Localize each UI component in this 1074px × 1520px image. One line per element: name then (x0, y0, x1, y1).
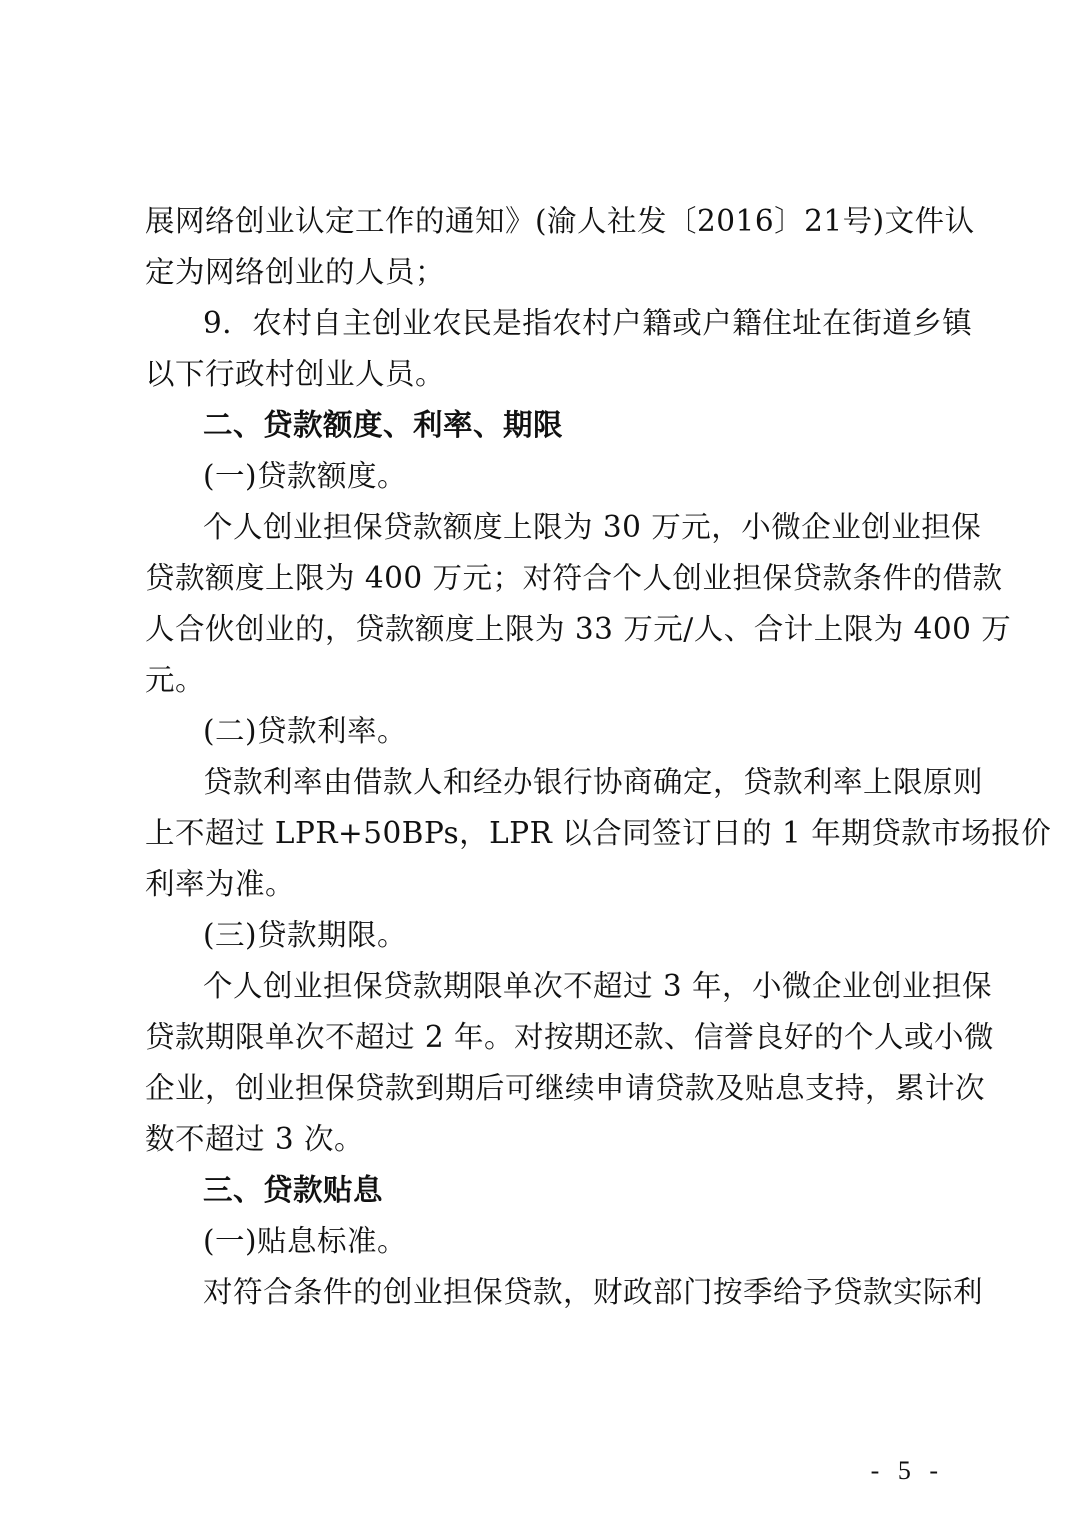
subsection-heading: (一)贷款额度。 (203, 459, 408, 493)
body-line: 个人创业担保贷款期限单次不超过 3 年，小微企业创业担保 (203, 969, 993, 1003)
subsection-heading: (三)贷款期限。 (203, 918, 408, 952)
body-line: 人合伙创业的，贷款额度上限为 33 万元/人、合计上限为 400 万 (145, 612, 1012, 646)
body-line: 对符合条件的创业担保贷款，财政部门按季给予贷款实际利 (203, 1275, 984, 1309)
page-number: - 5 - (870, 1456, 944, 1485)
body-line: 企业，创业担保贷款到期后可继续申请贷款及贴息支持，累计次 (145, 1071, 986, 1105)
list-item: 9．农村自主创业农民是指农村户籍或户籍住址在街道乡镇 (203, 306, 973, 340)
body-line: 定为网络创业的人员； (145, 255, 446, 289)
section-heading: 三、贷款贴息 (203, 1173, 384, 1207)
subsection-heading: (一)贴息标准。 (203, 1224, 408, 1258)
body-line: 展网络创业认定工作的通知》(渝人社发〔2016〕21号)文件认 (145, 204, 975, 238)
body-line: 贷款利率由借款人和经办银行协商确定，贷款利率上限原则 (203, 765, 984, 799)
body-line: 贷款额度上限为 400 万元；对符合个人创业担保贷款条件的借款 (145, 561, 1003, 595)
document-body (145, 196, 1052, 1318)
body-line: 贷款期限单次不超过 2 年。对按期还款、信誉良好的个人或小微 (145, 1020, 995, 1054)
body-line: 以下行政村创业人员。 (145, 357, 446, 391)
body-line: 上不超过 LPR+50BPs，LPR 以合同签订日的 1 年期贷款市场报价 (145, 816, 1052, 850)
section-heading: 二、贷款额度、利率、期限 (203, 408, 564, 442)
subsection-heading: (二)贷款利率。 (203, 714, 408, 748)
body-line: 元。 (145, 663, 206, 697)
body-line: 数不超过 3 次。 (145, 1122, 365, 1156)
body-line: 个人创业担保贷款额度上限为 30 万元，小微企业创业担保 (203, 510, 982, 544)
body-line: 利率为准。 (145, 867, 296, 901)
